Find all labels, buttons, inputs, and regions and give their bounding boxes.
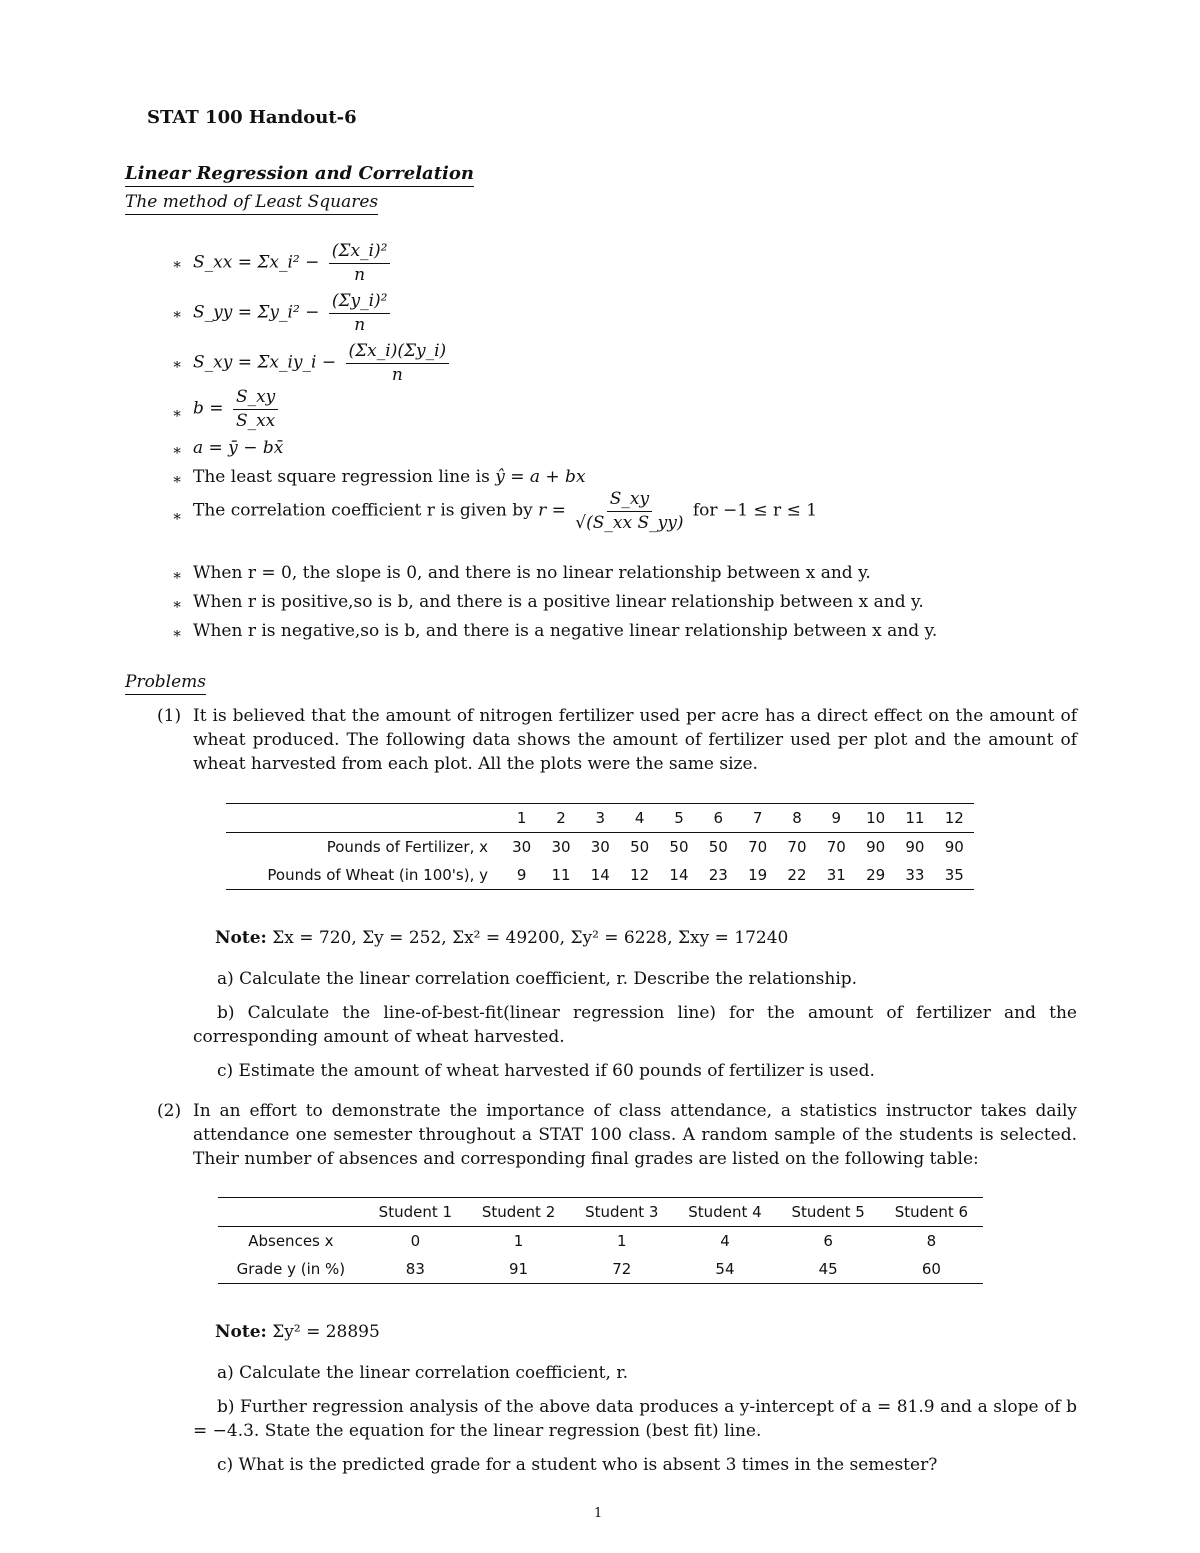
problem-1-part-b: b) Calculate the line-of-best-fit(linear regression line) for the amount of fertilizer and the corresponding amount of wheat harvested.: [193, 1003, 1077, 1047]
table-row: Pounds of Fertilizer, x 30 30 30 50 50 50 70 70 70 90 90 90: [326, 838, 964, 856]
bullet-r-zero: When r = 0, the slope is 0, and there is no linear relationship between x and y.: [193, 563, 871, 583]
problem-2-part-c: c) What is the predicted grade for a student who is absent 3 times in the semester?: [217, 1455, 938, 1475]
problem-1-part-c: c) Estimate the amount of wheat harvested if 60 pounds of fertilizer is used.: [217, 1061, 875, 1081]
bullet-star: ∗: [172, 507, 183, 525]
problem-1-text: It is believed that the amount of nitrogen fertilizer used per acre has a direct effect on the amount of wheat produced. The following data shows the amount of fertilizer used per plot and the amount of wheat harvested from each plot. All the plots were the same size.: [193, 706, 1077, 774]
correlation-text: The correlation coefficient r is given by r = $\frac{S\_xy}{\text{√(S\_xx S\_yy)}}$ for −1 ≤ r ≤ 1: [193, 489, 818, 533]
problem-2-note: Note: Σy² = 28895: [215, 1322, 380, 1342]
table-row: Pounds of Wheat (in 100's), y 9 11 14 12 14 23 19 22 31 29 33 35: [267, 866, 964, 884]
formula-sxy: S_xy = Σx_iy_i − $\frac{(\Sigma x\_i)(\Sigma y\_i)}{n}$: [193, 342, 453, 384]
subsection-heading: The method of Least Squares: [125, 192, 378, 215]
regression-line-text: The least square regression line is ŷ = a + bx: [193, 467, 586, 487]
formula-syy: S_yy = Σy_i² − $\frac{\text{(Σy\_i)²}}{n}$: [193, 292, 394, 334]
bullet-star: ∗: [172, 404, 183, 422]
bullet-star: ∗: [172, 355, 183, 373]
bullet-star: ∗: [172, 441, 183, 459]
bullet-star: ∗: [172, 624, 183, 642]
problem-2-part-a: a) Calculate the linear correlation coefficient, r.: [217, 1363, 628, 1383]
bullet-star: ∗: [172, 255, 183, 273]
bullet-star: ∗: [172, 305, 183, 323]
table-row: Absences x 0 1 1 4 6 8: [248, 1232, 937, 1250]
problem-2-text: In an effort to demonstrate the importance of class attendance, a statistics instructor takes daily attendance one semester throughout a STAT 100 class. A random sample of the students is selected. Their number of absences and corresponding final grades are listed on the following table:: [193, 1101, 1077, 1169]
page-number: 1: [594, 1506, 603, 1521]
formula-b: b = $\frac{S\_xy}{S\_xx}$: [193, 388, 282, 430]
table-row: Grade y (in %) 83 91 72 54 45 60: [236, 1260, 941, 1278]
section-heading: Linear Regression and Correlation: [125, 163, 474, 187]
problem-2-part-b: b) Further regression analysis of the above data produces a y-intercept of a = 81.9 and a slope of b = −4.3. State the equation for the linear regression (best fit) line.: [193, 1397, 1077, 1441]
bullet-star: ∗: [172, 470, 183, 488]
problem-2-number: (2): [157, 1101, 182, 1121]
bullet-r-positive: When r is positive,so is b, and there is a positive linear relationship between x and y.: [193, 592, 924, 612]
attendance-table: Student 1 Student 2 Student 3 Student 4 Student 5 Student 6 Absences x 0 1 1 4 6 8 Grade y (in %) 83 91 72 54 45 60: [218, 1197, 983, 1284]
formula-sxx: S_xx = Σx_i² − $\frac{\text{(Σx\_i)²}}{n}$: [193, 242, 394, 284]
bullet-star: ∗: [172, 566, 183, 584]
bullet-star: ∗: [172, 595, 183, 613]
page-title: STAT 100 Handout-6: [147, 107, 357, 128]
formula-a: a = ȳ − bx̄: [193, 438, 284, 458]
problem-1-number: (1): [157, 706, 182, 726]
problem-1-note: Note: Σx = 720, Σy = 252, Σx² = 49200, Σy² = 6228, Σxy = 17240: [215, 928, 789, 948]
problems-heading: Problems: [125, 672, 206, 695]
bullet-r-negative: When r is negative,so is b, and there is a negative linear relationship between x and y.: [193, 621, 938, 641]
fertilizer-table: 1 2 3 4 5 6 7 8 9 10 11 12 Pounds of Fertilizer, x 30 30 30 50 50 50 70 70 70 90 90 90 Pounds of Wheat (in 100's), y 9 11 14 12 14 23 19 22 31 29 33 35: [226, 803, 974, 890]
problem-1-part-a: a) Calculate the linear correlation coefficient, r. Describe the relationship.: [217, 969, 858, 989]
